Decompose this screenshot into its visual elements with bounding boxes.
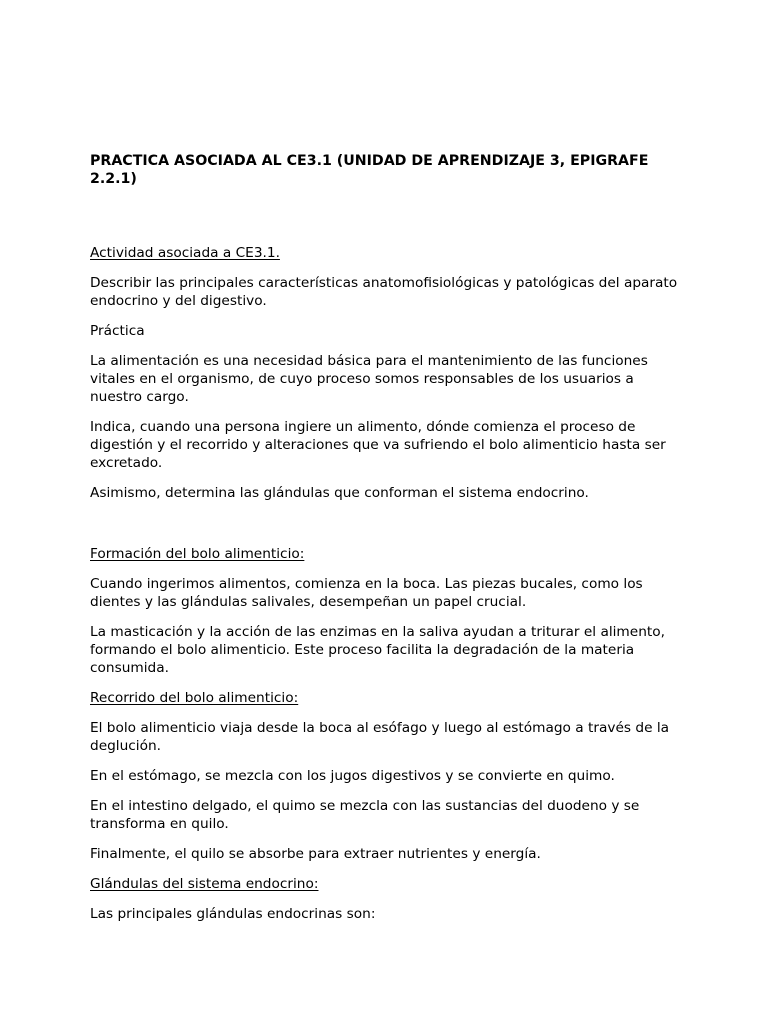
document-title: PRACTICA ASOCIADA AL CE3.1 (UNIDAD DE APRENDIZAJE 3, EPIGRAFE 2.2.1) xyxy=(90,153,649,187)
route-paragraph: El bolo alimenticio viaja desde la boca al esófago y luego al estómago a través de la deglución. xyxy=(90,720,670,754)
practice-label: Práctica xyxy=(90,323,145,339)
glands-heading: Glándulas del sistema endocrino: xyxy=(90,876,319,892)
activity-text: Describir las principales características anatomofisiológicas y patológicas del aparato endocrino y del digestivo. xyxy=(90,275,678,309)
formation-paragraph: Cuando ingerimos alimentos, comienza en la boca. Las piezas bucales, como los dientes y las glándulas salivales, desempeñan un papel crucial. xyxy=(90,576,643,610)
glands-intro: Las principales glándulas endocrinas son: xyxy=(90,906,376,922)
practice-paragraph: Indica, cuando una persona ingiere un alimento, dónde comienza el proceso de digestión y el recorrido y alteraciones que va sufriendo el bolo alimenticio hasta ser excretado. xyxy=(90,419,666,471)
route-paragraph: Finalmente, el quilo se absorbe para extraer nutrientes y energía. xyxy=(90,846,541,862)
route-paragraph: En el intestino delgado, el quimo se mezcla con las sustancias del duodeno y se transforma en quilo. xyxy=(90,798,640,832)
route-paragraph: En el estómago, se mezcla con los jugos digestivos y se convierte en quimo. xyxy=(90,768,615,784)
formation-heading: Formación del bolo alimenticio: xyxy=(90,546,305,562)
activity-heading: Actividad asociada a CE3.1. xyxy=(90,245,280,261)
route-heading: Recorrido del bolo alimenticio: xyxy=(90,690,299,706)
practice-paragraph: Asimismo, determina las glándulas que conforman el sistema endocrino. xyxy=(90,485,589,501)
practice-paragraph: La alimentación es una necesidad básica para el mantenimiento de las funciones vitales en el organismo, de cuyo proceso somos responsables de los usuarios a nuestro cargo. xyxy=(90,353,648,405)
formation-paragraph: La masticación y la acción de las enzimas en la saliva ayudan a triturar el alimento, formando el bolo alimenticio. Este proceso facilita la degradación de la materia consumida. xyxy=(90,624,665,676)
